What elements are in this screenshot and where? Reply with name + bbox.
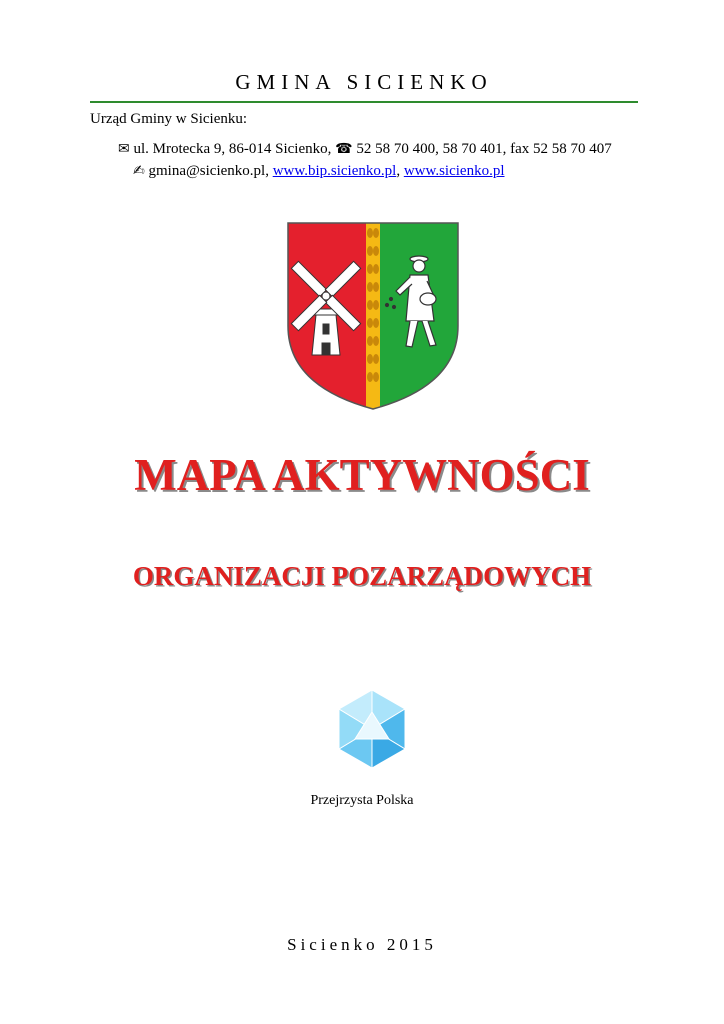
bip-link[interactable]: www.bip.sicienko.pl — [272, 163, 397, 179]
contact-line — [133, 163, 505, 180]
office-name: Urząd Gminy w Sicienku: — [90, 111, 248, 127]
website-link[interactable]: www.sicienko.pl — [403, 163, 505, 179]
phone-icon: ☎ — [335, 141, 353, 157]
municipality-title: GMINA SICIENKO — [235, 70, 493, 94]
email-text: gmina@sicienko.pl, — [148, 163, 269, 179]
coat-of-arms — [286, 221, 460, 411]
address-text: ul. Mrotecka 9, 86-014 Sicienko, — [133, 141, 332, 157]
document-subtitle: ORGANIZACJI POZARZĄDOWYCH — [132, 561, 592, 591]
logo-caption: Przejrzysta Polska — [310, 793, 414, 808]
link-separator: , — [396, 163, 401, 179]
envelope-icon: ✉ — [118, 141, 130, 157]
phone-text: 52 58 70 400, 58 70 401, fax 52 58 70 407 — [356, 141, 612, 157]
header-divider — [90, 101, 638, 103]
email-icon: ✍ — [133, 163, 145, 179]
crystal-hexagon-icon — [334, 690, 410, 770]
document-title: MAPA AKTYWNOŚCI — [134, 450, 590, 500]
footer-place-year: Sicienko 2015 — [287, 935, 437, 954]
address-line — [118, 141, 612, 158]
